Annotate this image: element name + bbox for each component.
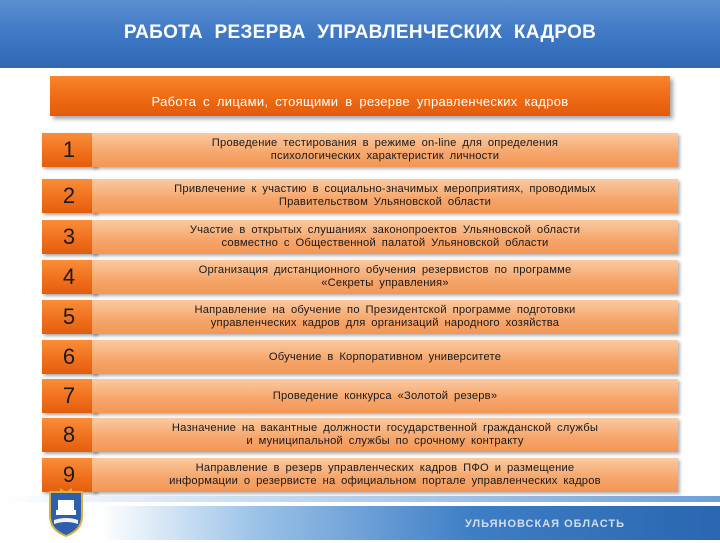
item-box xyxy=(92,179,678,213)
footer-stripe xyxy=(0,496,720,502)
item-number: 2 xyxy=(42,179,96,213)
item-number: 8 xyxy=(42,418,96,452)
item-text: Направление на обучение по Президентской программе подготовки управленческих кадров для организаций народного хозяйства xyxy=(194,304,576,329)
item-text: Назначение на вакантные должности государственной гражданской службы и муниципальной службы по срочному контракту xyxy=(171,422,599,447)
list-item xyxy=(42,458,678,492)
subtitle-banner xyxy=(50,76,670,116)
item-box xyxy=(92,379,678,413)
list-item xyxy=(42,379,678,413)
list-item xyxy=(42,418,678,452)
item-text: Привлечение к участию в социально-значимых мероприятиях, проводимых Правительством Ульяновской области xyxy=(174,183,596,208)
item-box xyxy=(92,260,678,294)
item-number: 7 xyxy=(42,379,96,413)
item-box xyxy=(92,133,678,167)
list-item xyxy=(42,300,678,334)
item-number: 3 xyxy=(42,220,96,254)
item-text: Обучение в Корпоративном университете xyxy=(268,350,502,363)
item-number: 4 xyxy=(42,260,96,294)
list-item xyxy=(42,220,678,254)
item-number: 6 xyxy=(42,340,96,374)
item-text: Направление в резерв управленческих кадров ПФО и размещение информации о резервисте на официальном портале управленческих кадров xyxy=(169,462,601,487)
item-box xyxy=(92,340,678,374)
header-bar xyxy=(0,0,720,68)
item-number: 1 xyxy=(42,133,96,167)
page-title: РАБОТА РЕЗЕРВА УПРАВЛЕНЧЕСКИХ КАДРОВ xyxy=(123,22,597,43)
list-item xyxy=(42,260,678,294)
subtitle-text: Работа с лицами, стоящими в резерве управленческих кадров xyxy=(151,94,569,109)
item-number: 5 xyxy=(42,300,96,334)
item-text: Проведение конкурса «Золотой резерв» xyxy=(272,389,498,402)
item-box xyxy=(92,220,678,254)
item-box xyxy=(92,418,678,452)
item-text: Проведение тестирования в режиме on-line для определения психологических характеристик личности xyxy=(211,137,559,162)
item-text: Организация дистанционного обучения резервистов по программе «Секреты управления» xyxy=(198,264,572,289)
list-item xyxy=(42,340,678,374)
list-item xyxy=(42,179,678,213)
item-box xyxy=(92,300,678,334)
item-box xyxy=(92,458,678,492)
item-text: Участие в открытых слушаниях законопроектов Ульяновской области совместно с Общественной палатой Ульяновской области xyxy=(189,224,581,249)
footer-text: УЛЬЯНОВСКАЯ ОБЛАСТЬ xyxy=(465,518,625,530)
list-item xyxy=(42,133,678,167)
item-number: 9 xyxy=(42,458,96,492)
coat-of-arms-icon xyxy=(44,486,88,538)
